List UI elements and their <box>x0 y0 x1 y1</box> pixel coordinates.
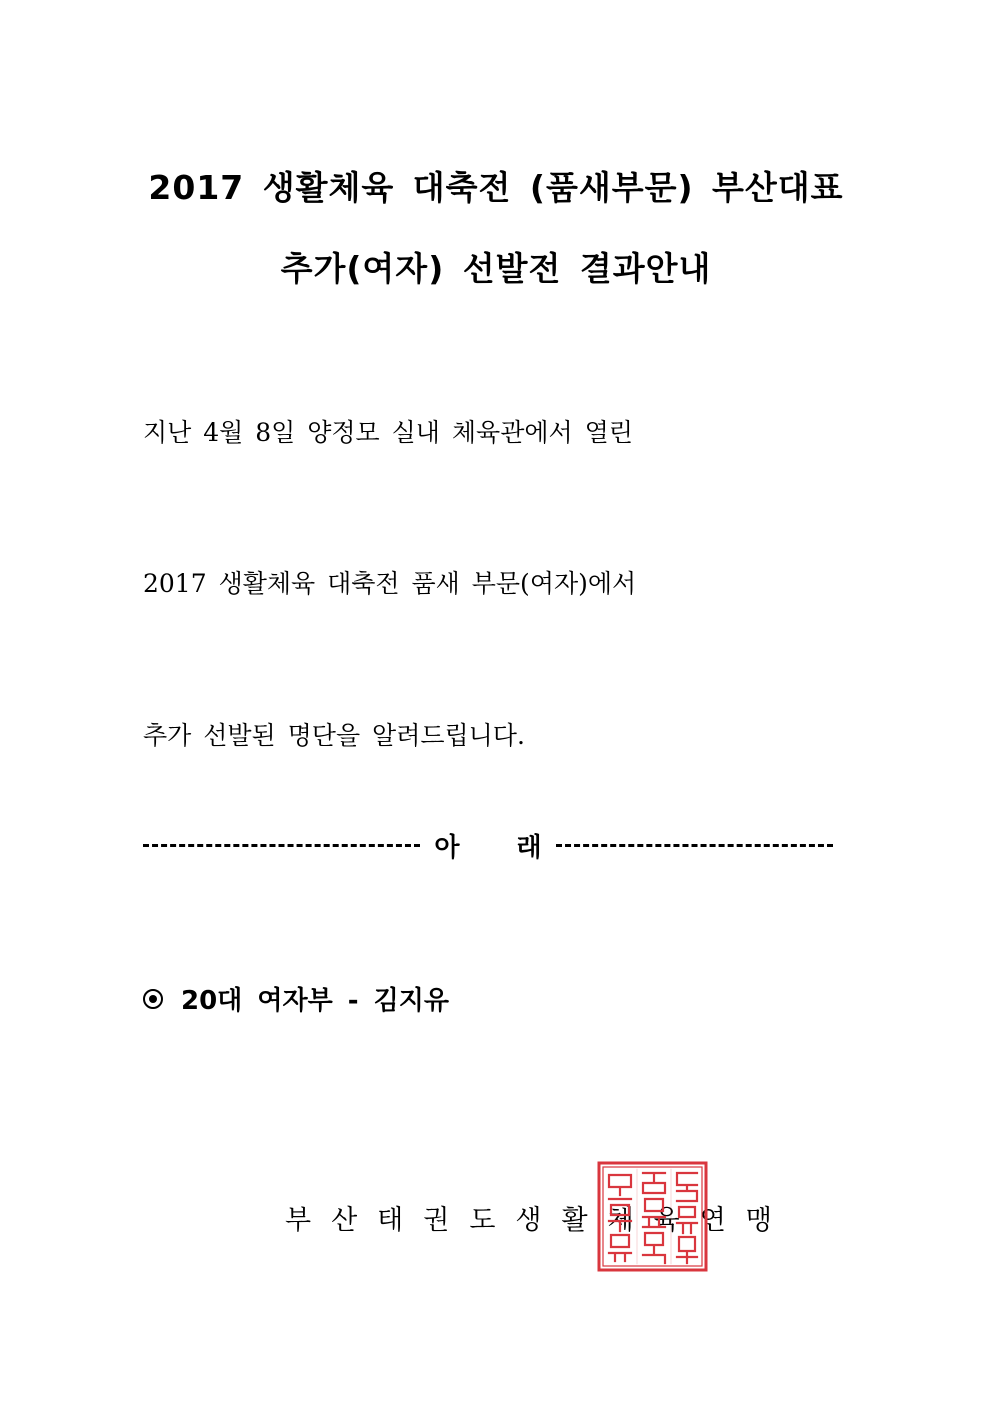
result-item <box>143 980 449 1017</box>
divider-label: 아 래 <box>434 832 566 863</box>
document-title-line-1: 2017 생활체육 대축전 (품새부문) 부산대표 <box>148 168 844 207</box>
divider-dashes-left <box>143 844 420 847</box>
document-title-line-2: 추가(여자) 선발전 결과안내 <box>280 249 712 288</box>
intro-line-3: 추가 선발된 명단을 알려드립니다. <box>143 721 525 750</box>
signature-organization: 부산태권도생활체육연맹 <box>285 1205 792 1236</box>
intro-line-2: 2017 생활체육 대축전 품새 부문(여자)에서 <box>143 569 637 598</box>
official-seal-icon <box>597 1161 708 1272</box>
radio-selected-icon <box>143 989 163 1009</box>
result-text: 20대 여자부 - 김지유 <box>181 986 449 1016</box>
section-divider <box>143 827 833 863</box>
intro-line-1: 지난 4월 8일 양정모 실내 체육관에서 열린 <box>143 418 633 447</box>
divider-dashes-right <box>556 844 833 847</box>
